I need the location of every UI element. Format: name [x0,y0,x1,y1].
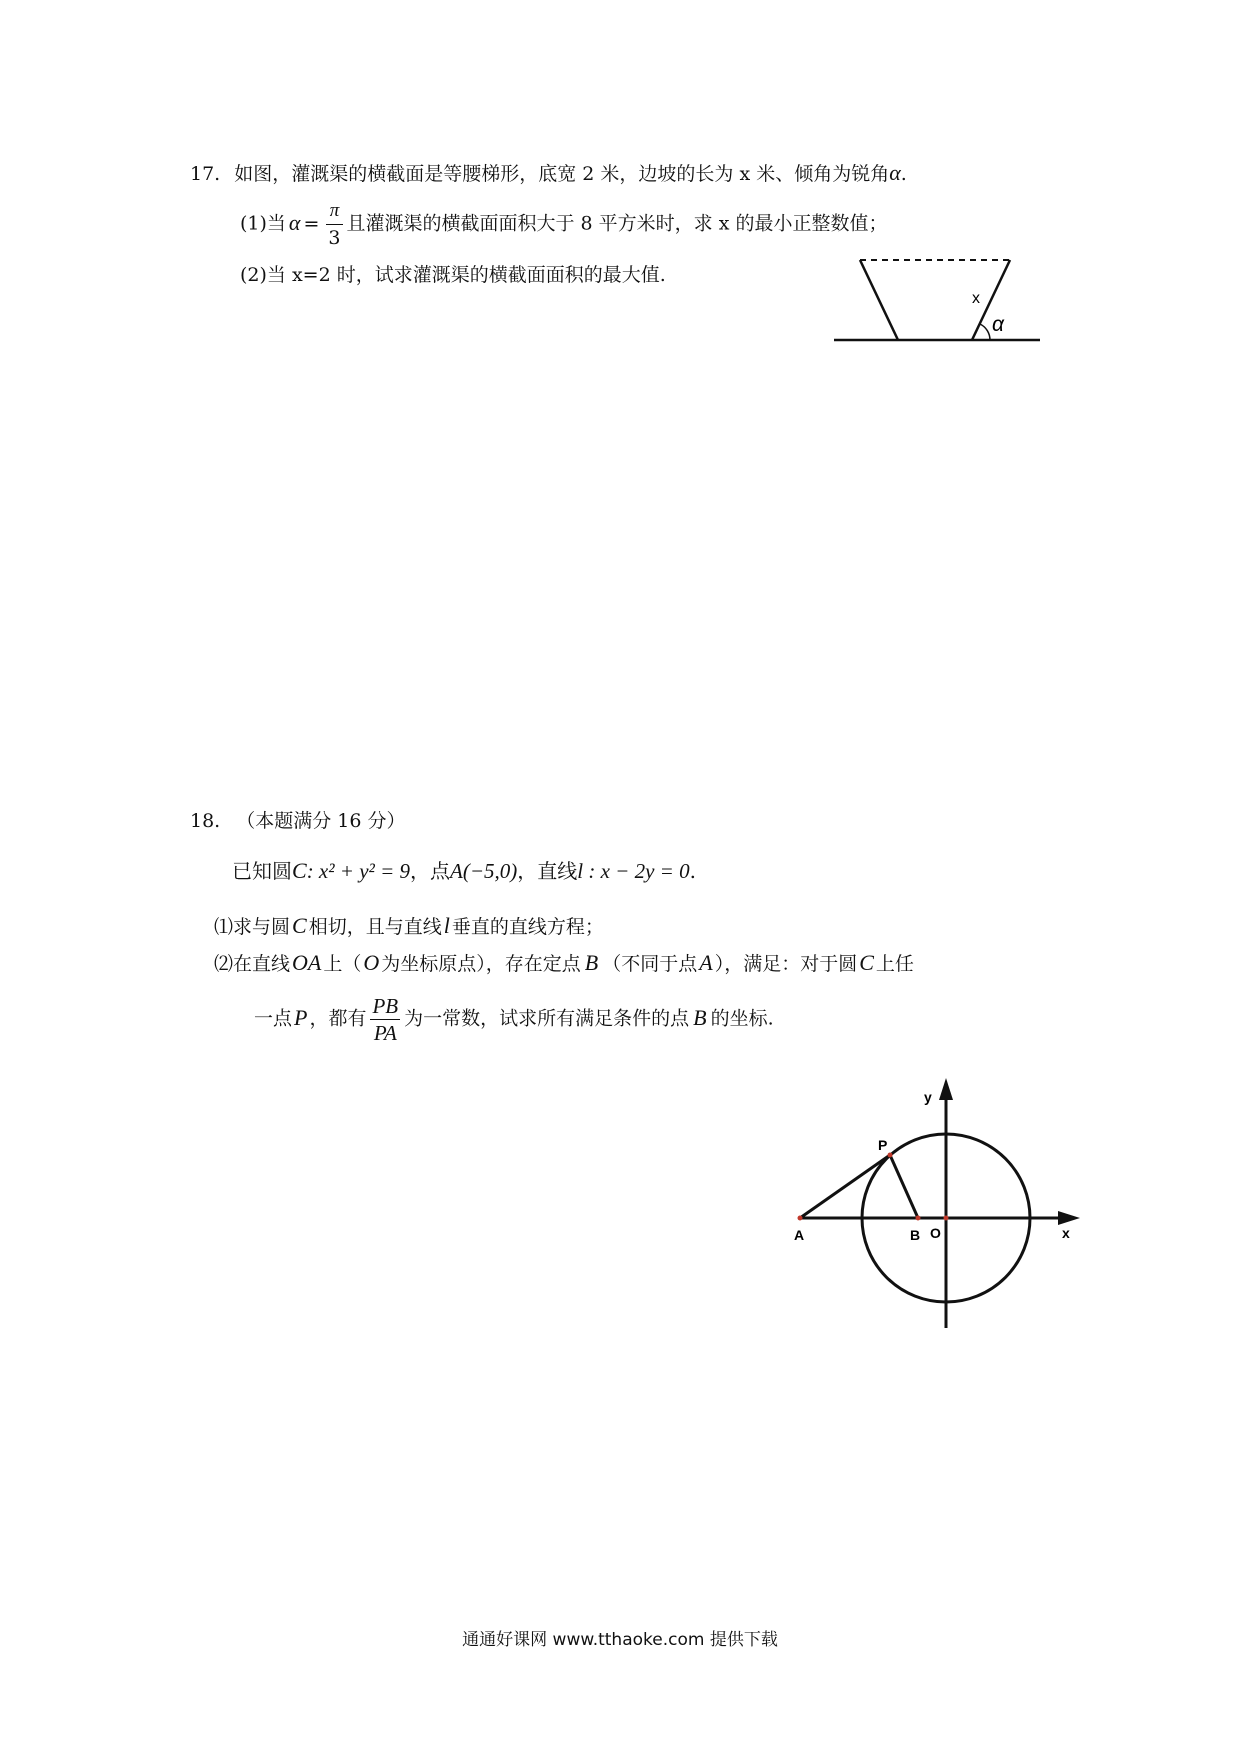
q17-stem-alpha: α [889,160,901,185]
q17-angle-arc [980,324,990,340]
q17-p1-fraction [326,198,342,251]
q18-p2-B2: B [693,1004,707,1030]
q18-p2-h: ，都有 [309,1007,367,1030]
q18-p2-B: B [584,950,599,975]
q18-given-C: C [292,858,307,883]
q17-p1-den: 3 [328,227,341,249]
q17-p1-eq: = [303,212,320,235]
q18-segment-PB [890,1155,918,1218]
q18-point-B [916,1216,921,1221]
q18-p2-d: （不同于点 [602,953,698,975]
q17-number: 17. [190,163,221,185]
q18-number: 18. [190,810,221,832]
q18-circle-figure [790,1078,1090,1338]
q17-alpha-label: α [992,313,1004,336]
q18-p2-A: A [699,950,713,975]
q18-point-P [888,1153,893,1158]
q18-p2-j: 的坐标. [710,1007,774,1030]
q17-p1-rest: 且灌溉渠的横截面面积大于 8 平方米时，求 x 的最小正整数值； [346,212,888,235]
q18-y-label: y [924,1089,932,1105]
q18-p2-num: PB [372,994,399,1018]
q18-header [190,808,406,834]
q17-stem-end: . [900,163,907,185]
q18-p2-O: O [363,950,380,975]
q18-y-axis-arrow [939,1078,953,1100]
q18-given [232,858,696,884]
q18-p2-fraction [370,993,400,1046]
q18-given-eq: : x² + y² = 9 [306,859,411,883]
q17-p1-alpha: α [288,209,301,235]
q18-part2-line1 [214,950,914,977]
q18-score: （本题满分 16 分） [236,810,406,832]
q18-segment-PA [800,1155,890,1218]
q17-stem: 如图，灌溉渠的横截面是等腰梯形，底宽 2 米，边坡的长为 x 米、倾角为锐角 [234,163,890,185]
q18-p2-den: PA [373,1021,397,1045]
q18-part2-line2 [254,993,774,1046]
q17-p1-num: π [326,198,342,225]
q18-given-2: ，点 [410,859,451,883]
q18-p2-C: C [859,950,874,975]
q18-given-1: 已知圆 [232,859,292,883]
q18-p2-f: 上任 [875,953,914,975]
q18-x-axis-arrow [1058,1211,1080,1225]
q18-given-l: l : x − 2y = 0 [577,859,690,883]
q18-p2-a: ⑵在直线 [214,953,291,975]
q18-p1-C: C [292,913,307,938]
q18-p2-OA: OA [292,950,322,975]
q18-p1-l: l [443,913,450,938]
q18-point-A [798,1216,803,1221]
q18-given-end: . [689,859,696,883]
q18-p1-b: 相切，且与直线 [308,916,442,938]
q18-given-3: ，直线 [517,859,578,883]
q18-p2-c: 为坐标原点），存在定点 [381,953,581,975]
q18-p2-P: P [294,1004,308,1030]
q18-B-label: B [910,1227,921,1243]
q18-p1-c: 垂直的直线方程； [451,916,604,938]
q18-point-O [944,1216,949,1221]
q18-p2-i: 为一常数，试求所有满足条件的点 [404,1007,690,1030]
q17-left-slope [860,260,898,340]
q17-part1 [240,198,887,251]
q18-p2-g: 一点 [254,1007,293,1030]
q18-x-label: x [1062,1225,1070,1241]
q18-O-label: O [930,1225,941,1241]
q17-stem-line [190,160,907,187]
q18-p1-a: ⑴求与圆 [214,916,291,938]
q18-part1 [214,913,604,940]
q17-trapezoid-figure [830,250,1050,360]
page-footer: 通通好课网 www.tthaoke.com 提供下载 [462,1630,778,1650]
q18-A-label: A [794,1227,805,1243]
q17-p1-label: (1)当 [240,212,286,235]
q18-P-label: P [878,1137,888,1153]
q17-x-label: x [972,290,980,307]
q17-part2: (2)当 x=2 时，试求灌溉渠的横截面面积的最大值. [240,264,666,286]
q18-given-A: A(−5,0) [450,859,518,883]
q18-p2-e: ），满足：对于圆 [714,953,858,975]
q18-p2-b: 上（ [323,953,362,975]
